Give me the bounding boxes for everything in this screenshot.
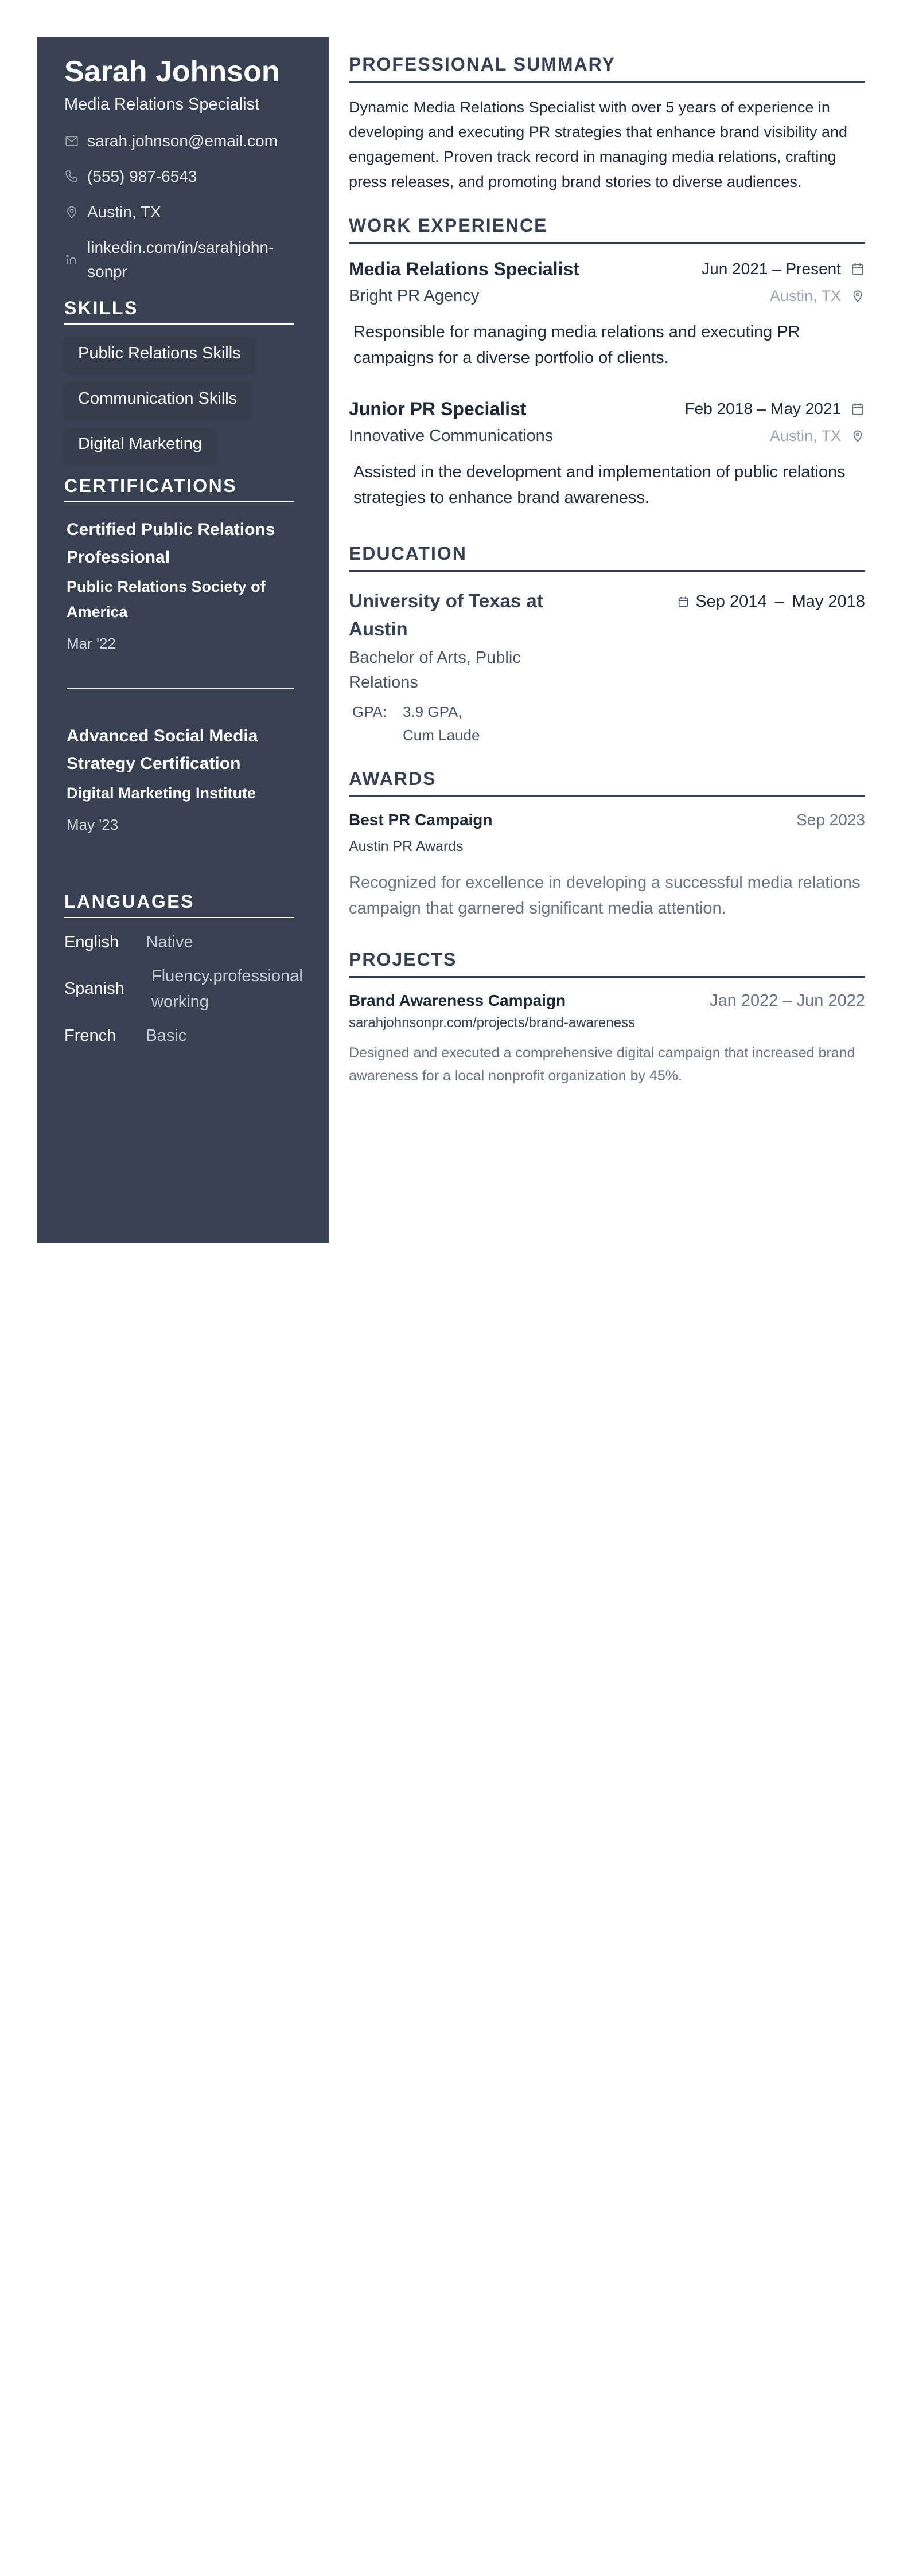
contact-email[interactable] (64, 129, 302, 153)
job-location-text: Austin, TX (769, 427, 841, 444)
certification-name: Certified Public Relations Professional (67, 520, 275, 567)
location-icon (850, 288, 865, 303)
job-dates (702, 260, 865, 278)
calendar-icon (677, 595, 690, 608)
award-item (349, 811, 865, 922)
phone-icon (64, 169, 79, 184)
education-degree: Bachelor of Arts, Public Relations (349, 648, 521, 692)
certification-divider (67, 688, 294, 689)
candidate-name: Sarah Johnson (64, 55, 280, 88)
summary-text: Dynamic Media Relations Specialist with over 5 years of experience in developing and executing PR strategies that enhance brand visibility and engagement. Proven track record in managing media relations, crafting press releases, and promoting brand stories to diverse audiences. (349, 99, 848, 190)
language-item (64, 1023, 302, 1049)
education-item (349, 587, 865, 748)
award-description: Recognized for excellence in developing a successful media relations campaign that garnered significant media attention. (349, 873, 861, 918)
education-section (349, 543, 865, 748)
projects-heading: PROJECTS (349, 949, 865, 978)
contact-list (64, 129, 302, 284)
contact-location (64, 200, 302, 224)
project-item (349, 992, 865, 1087)
languages-list (64, 930, 302, 1049)
experience-heading: WORK EXPERIENCE (349, 215, 865, 244)
contact-phone[interactable] (64, 165, 302, 189)
project-description: Designed and executed a comprehensive digital campaign that increased brand awareness for a local nonprofit organization by 45%. (349, 1044, 855, 1084)
project-title: Brand Awareness Campaign (349, 992, 566, 1010)
projects-section (349, 949, 865, 1087)
skills-heading: SKILLS (64, 298, 294, 325)
certification-item (64, 502, 294, 652)
summary-heading: PROFESSIONAL SUMMARY (349, 54, 865, 83)
project-dates: Jan 2022 – Jun 2022 (710, 991, 865, 1010)
job-dates-text: Jun 2021 – Present (702, 260, 841, 278)
candidate-title: Media Relations Specialist (64, 95, 260, 114)
awards-section (349, 768, 865, 922)
job-role: Junior PR Specialist (349, 398, 527, 419)
calendar-icon (850, 261, 865, 276)
calendar-icon (850, 401, 865, 416)
job-location (770, 287, 865, 305)
main-content (349, 37, 865, 1087)
location-icon (64, 205, 79, 220)
award-date: Sep 2023 (796, 810, 865, 829)
phone-text: (555) 987-6543 (87, 167, 197, 186)
certification-date: Mar '22 (67, 634, 116, 652)
language-name: French (64, 1026, 116, 1045)
job-description: Responsible for managing media relations and executing PR campaigns for a diverse portfolio of clients. (353, 322, 800, 367)
sidebar (37, 37, 329, 1243)
certification-item (64, 695, 294, 834)
education-gpa (349, 700, 555, 748)
certification-name: Advanced Social Media Strategy Certification (67, 726, 258, 773)
mail-icon (64, 134, 79, 149)
job-company: Innovative Communications (349, 426, 554, 445)
language-name: Spanish (64, 979, 124, 998)
awards-heading: AWARDS (349, 768, 865, 797)
language-level: Basic (146, 1026, 187, 1045)
location-icon (850, 428, 865, 443)
contact-linkedin[interactable] (64, 236, 302, 284)
language-name: English (64, 932, 119, 951)
linkedin-text: linkedin.com/in/sarahjohn-sonpr (87, 239, 274, 281)
education-school: University of Texas at Austin (349, 590, 543, 639)
summary-section (349, 54, 865, 194)
language-item (64, 963, 302, 1015)
linkedin-icon (64, 252, 79, 267)
project-link[interactable]: sarahjohnsonpr.com/projects/brand-awareness (349, 1014, 635, 1031)
language-item (64, 930, 302, 955)
language-level: Native (146, 932, 193, 951)
languages-heading: LANGUAGES (64, 891, 294, 918)
job-location (770, 427, 865, 445)
award-issuer: Austin PR Awards (349, 838, 464, 854)
job-description: Assisted in the development and implementation of public relations strategies to enhance brand awareness. (353, 462, 846, 507)
award-title: Best PR Campaign (349, 810, 493, 829)
location-text: Austin, TX (87, 203, 161, 221)
experience-item (349, 399, 865, 511)
certifications-heading: CERTIFICATIONS (64, 475, 294, 502)
gpa-label: GPA: (352, 702, 387, 720)
certification-issuer: Digital Marketing Institute (67, 784, 256, 802)
experience-section (349, 215, 865, 511)
job-dates-text: Feb 2018 – May 2021 (684, 400, 841, 418)
skill-chip: Digital Marketing (64, 428, 216, 463)
certification-issuer: Public Relations Society of America (67, 578, 266, 620)
job-company: Bright PR Agency (349, 286, 480, 305)
job-dates (685, 400, 865, 418)
education-dates (677, 592, 865, 611)
date-separator: – (774, 592, 784, 611)
email-text: sarah.johnson@email.com (87, 132, 278, 150)
experience-item (349, 259, 865, 371)
certification-date: May '23 (67, 815, 119, 833)
language-level: Fluency.professional working (151, 966, 303, 1011)
education-start: Sep 2014 (695, 592, 767, 611)
skill-chip: Public Relations Skills (64, 337, 255, 372)
job-role: Media Relations Specialist (349, 258, 579, 279)
education-heading: EDUCATION (349, 543, 865, 572)
resume-page (37, 37, 865, 1243)
skill-chip: Communication Skills (64, 383, 251, 417)
gpa-value: 3.9 GPA, Cum Laude (403, 702, 480, 744)
education-end: May 2018 (792, 592, 865, 611)
skills-list (64, 337, 302, 473)
job-location-text: Austin, TX (769, 287, 841, 305)
